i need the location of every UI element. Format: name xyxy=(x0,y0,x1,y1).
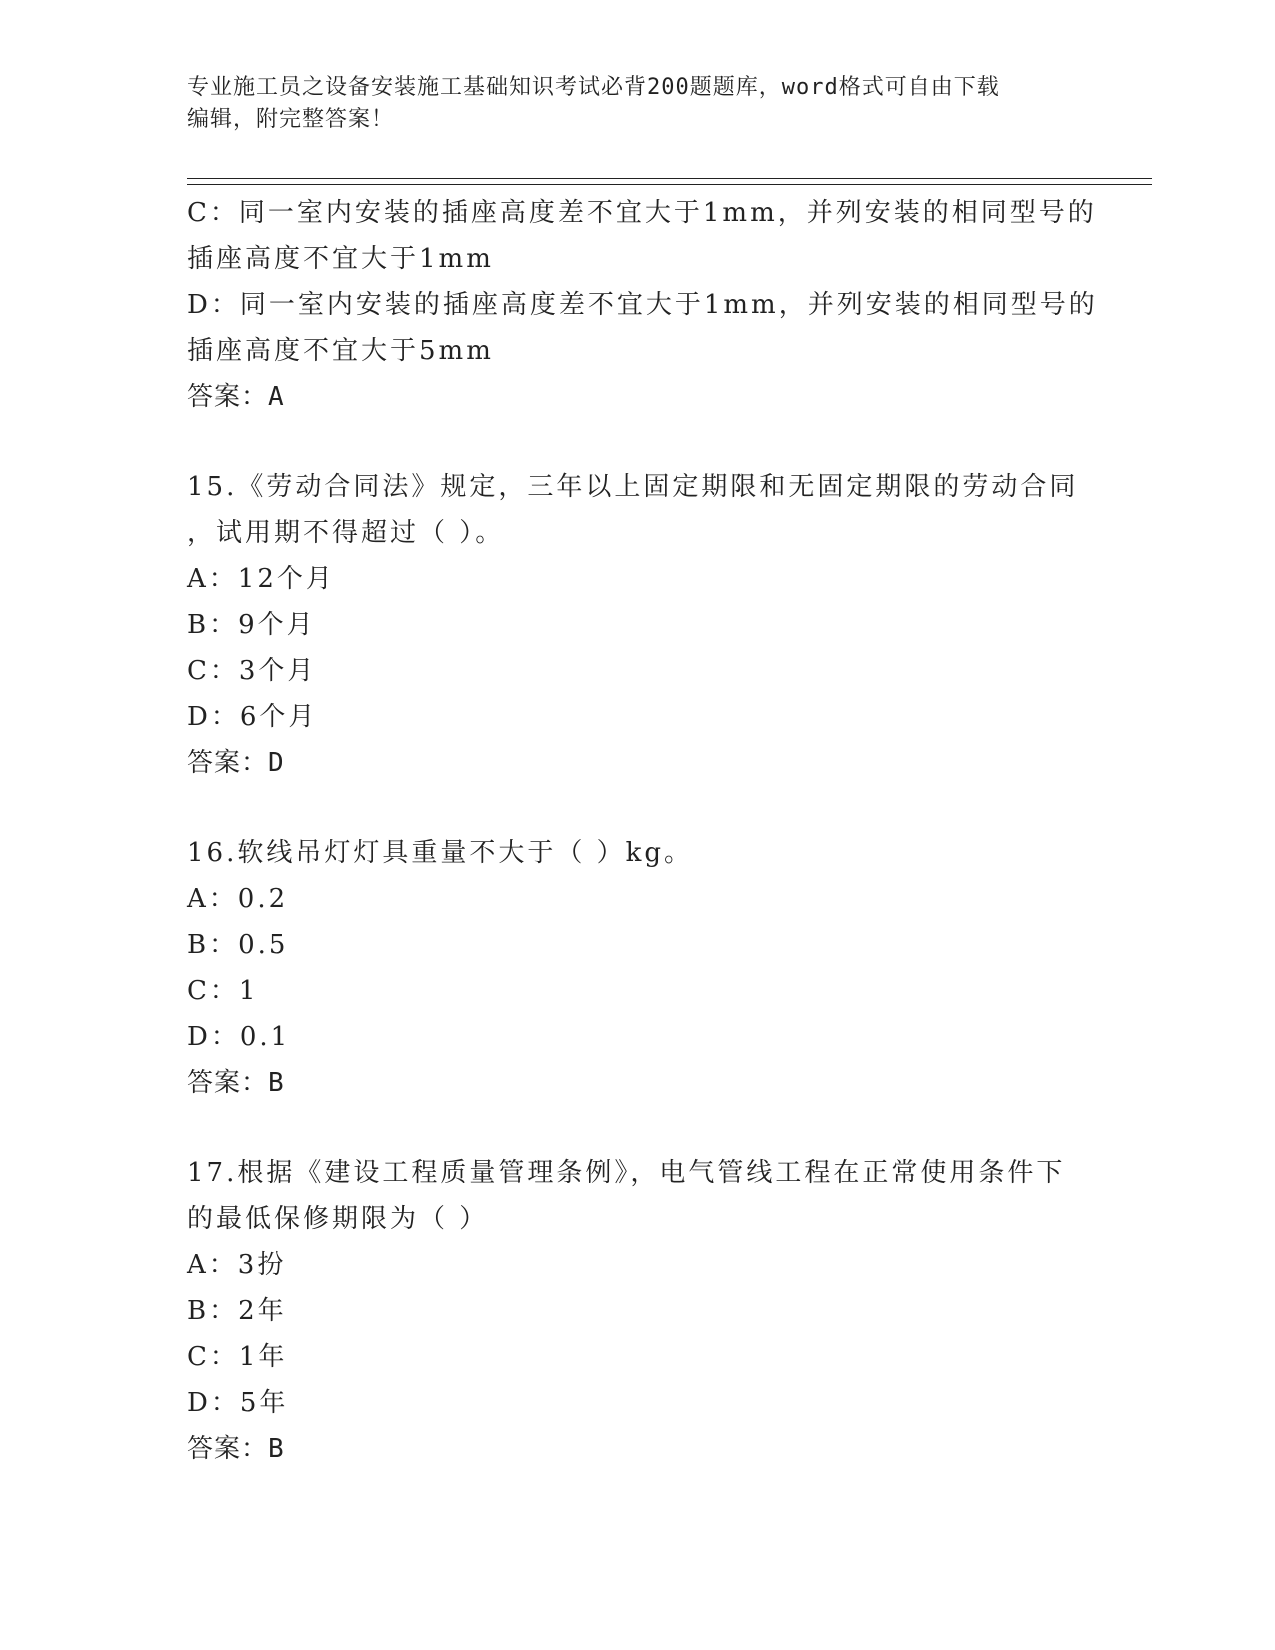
question-stem-line-1: 17.根据《建设工程质量管理条例》，电气管线工程在正常使用条件下 xyxy=(187,1158,1066,1188)
option-d: D：6个月 xyxy=(187,702,318,732)
option-a: A：3扮 xyxy=(187,1250,287,1280)
option-c-line-1: C：同一室内安装的插座高度差不宜大于1mm，并列安装的相同型号的 xyxy=(187,198,1097,228)
question-block-15 xyxy=(187,464,1087,786)
answer-line: 答案：B xyxy=(187,1434,285,1464)
option-b: B：9个月 xyxy=(187,610,316,640)
question-stem-line-2: ，试用期不得超过（ ）。 xyxy=(187,518,505,548)
answer-line: 答案：D xyxy=(187,748,285,778)
question-stem-line-1: 16.软线吊灯灯具重量不大于（ ）kg。 xyxy=(187,838,694,868)
option-b: B：0.5 xyxy=(187,930,289,960)
header-divider-top xyxy=(187,178,1152,179)
option-c: C：1年 xyxy=(187,1342,288,1372)
spacer xyxy=(187,420,1087,464)
question-list xyxy=(187,190,1098,1472)
option-c-line-2: 插座高度不宜大于1mm xyxy=(187,244,494,274)
spacer xyxy=(187,1106,1087,1150)
option-c: C：3个月 xyxy=(187,656,317,686)
header-title-line-2: 编辑，附完整答案！ xyxy=(187,107,395,132)
option-d-line-2: 插座高度不宜大于5mm xyxy=(187,336,494,366)
answer-line: 答案：A xyxy=(187,382,285,412)
option-d: D：5年 xyxy=(187,1388,289,1418)
question-block-17 xyxy=(187,1150,1087,1472)
question-stem-line-1: 15.《劳动合同法》规定，三年以上固定期限和无固定期限的劳动合同 xyxy=(187,472,1079,502)
question-block-16 xyxy=(187,830,1087,1106)
question-stem-line-2: 的最低保修期限为（ ） xyxy=(187,1204,489,1234)
option-b: B：2年 xyxy=(187,1296,287,1326)
option-a: A：12个月 xyxy=(187,564,335,594)
option-c: C：1 xyxy=(187,976,259,1006)
header-title-line-1: 专业施工员之设备安装施工基础知识考试必背200题题库，word格式可自由下载 xyxy=(187,75,1000,100)
spacer xyxy=(187,786,1087,830)
option-d: D：0.1 xyxy=(187,1022,291,1052)
document-header xyxy=(187,72,1087,136)
question-block-prev xyxy=(187,190,1098,420)
option-d-line-1: D：同一室内安装的插座高度差不宜大于1mm，并列安装的相同型号的 xyxy=(187,290,1098,320)
answer-line: 答案：B xyxy=(187,1068,285,1098)
option-a: A：0.2 xyxy=(187,884,289,914)
header-divider-bottom xyxy=(187,184,1152,185)
